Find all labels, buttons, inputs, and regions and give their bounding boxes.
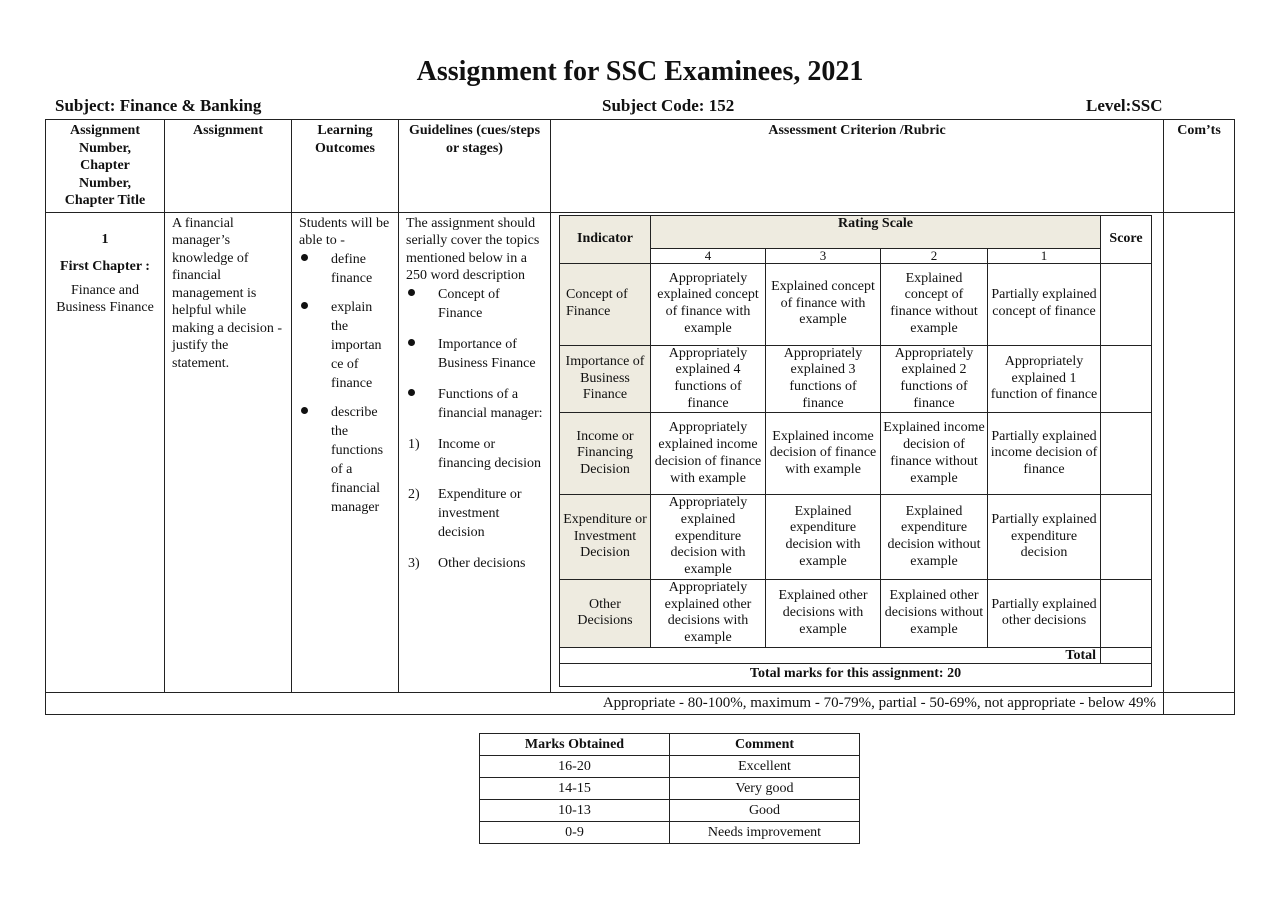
header-rubric: Assessment Criterion /Rubric bbox=[551, 120, 1164, 213]
rubric-cell-text: Explained other decisions with example bbox=[766, 579, 881, 647]
header-row bbox=[46, 120, 1235, 213]
list-item bbox=[406, 554, 543, 573]
list-item bbox=[406, 285, 543, 323]
score-cell bbox=[1101, 413, 1152, 495]
rubric-cell-text: Appropriately explained expenditure decision with example bbox=[651, 495, 766, 580]
table-row bbox=[480, 822, 860, 844]
indicator-label: Concept of Finance bbox=[560, 263, 651, 345]
subject-code-label: Subject Code: 152 bbox=[602, 96, 735, 115]
bullet-icon bbox=[301, 403, 308, 422]
grading-note: Appropriate - 80-100%, maximum - 70-79%, partial - 50-69%, not appropriate - below 49% bbox=[46, 692, 1164, 715]
assignment-text: A financial manager’s knowledge of financial management is helpful while making a decision - justify the statement. bbox=[172, 215, 283, 371]
assignment-row bbox=[46, 212, 1235, 692]
score-cell bbox=[1101, 579, 1152, 647]
outcome-text: explain the importan ce of finance bbox=[331, 299, 382, 391]
assignment-table bbox=[45, 119, 1235, 715]
score-header: Score bbox=[1101, 215, 1152, 263]
guideline-text: Concept of Finance bbox=[438, 286, 500, 321]
scale-2: 2 bbox=[881, 248, 988, 263]
scale-1: 1 bbox=[988, 248, 1101, 263]
rubric-cell-text: Explained concept of finance with example bbox=[766, 263, 881, 345]
chapter-title: Finance and Business Finance bbox=[56, 282, 154, 315]
indicator-label: Importance of Business Finance bbox=[560, 345, 651, 413]
list-item bbox=[406, 435, 543, 473]
rubric-cell-text: Appropriately explained 3 functions of finance bbox=[766, 345, 881, 413]
rubric-cell-text: Appropriately explained concept of finance with example bbox=[651, 263, 766, 345]
learning-outcomes-intro: Students will be able to - bbox=[299, 215, 390, 248]
subject-label: Subject: Finance & Banking bbox=[55, 96, 262, 115]
rubric-cell-text: Partially explained expenditure decision bbox=[988, 495, 1101, 580]
rubric-cell bbox=[551, 212, 1164, 692]
guideline-text: Expenditure or investment decision bbox=[438, 486, 522, 540]
indicator-label: Other Decisions bbox=[560, 579, 651, 647]
scale-4: 4 bbox=[651, 248, 766, 263]
table-row bbox=[560, 413, 1152, 495]
assignment-text-cell bbox=[165, 212, 292, 692]
rubric-cell-text: Partially explained income decision of finance bbox=[988, 413, 1101, 495]
rubric-cell-text: Explained expenditure decision with example bbox=[766, 495, 881, 580]
score-cell bbox=[1101, 495, 1152, 580]
comments-cell bbox=[1164, 212, 1235, 692]
table-row bbox=[480, 800, 860, 822]
marks-range: 10-13 bbox=[480, 800, 670, 822]
grades-table bbox=[479, 733, 860, 844]
page-title: Assignment for SSC Examinees, 2021 bbox=[416, 56, 864, 87]
total-marks-row bbox=[560, 663, 1152, 686]
outcome-text: describe the functions of a financial manager bbox=[331, 404, 384, 515]
rubric-cell-text: Explained other decisions without example bbox=[881, 579, 988, 647]
total-score-cell bbox=[1101, 647, 1152, 663]
guideline-text: Functions of a financial manager: bbox=[438, 386, 543, 421]
rubric-cell-text: Explained expenditure decision without example bbox=[881, 495, 988, 580]
marks-range: 0-9 bbox=[480, 822, 670, 844]
marks-obtained-header: Marks Obtained bbox=[480, 734, 670, 756]
rubric-cell-text: Appropriately explained income decision of finance with example bbox=[651, 413, 766, 495]
guidelines-bullets bbox=[406, 285, 543, 573]
learning-outcomes-cell bbox=[292, 212, 399, 692]
list-item bbox=[406, 485, 543, 542]
indicator-label: Expenditure or Investment Decision bbox=[560, 495, 651, 580]
guideline-text: Other decisions bbox=[438, 555, 526, 571]
scale-3: 3 bbox=[766, 248, 881, 263]
header-assignment: Assignment bbox=[165, 120, 292, 213]
table-row bbox=[560, 345, 1152, 413]
score-cell bbox=[1101, 345, 1152, 413]
guideline-text: Importance of Business Finance bbox=[438, 336, 536, 371]
learning-outcomes-list bbox=[299, 250, 391, 517]
rating-scale-header: Rating Scale bbox=[651, 215, 1101, 248]
chapter-number: First Chapter : bbox=[60, 259, 150, 274]
guidelines-intro: The assignment should serially cover the topics mentioned below in a 250 word description bbox=[406, 215, 540, 283]
footer-empty-cell bbox=[1164, 692, 1235, 715]
table-row bbox=[480, 756, 860, 778]
list-item bbox=[406, 335, 543, 373]
bullet-icon bbox=[408, 335, 415, 354]
outcome-text: define finance bbox=[331, 251, 373, 286]
rubric-table bbox=[559, 215, 1152, 687]
rubric-cell-text: Appropriately explained 1 function of finance bbox=[988, 345, 1101, 413]
list-number: 3) bbox=[408, 555, 420, 571]
bullet-icon bbox=[408, 285, 415, 304]
marks-range: 16-20 bbox=[480, 756, 670, 778]
table-row bbox=[480, 778, 860, 800]
table-row bbox=[560, 579, 1152, 647]
list-item bbox=[299, 403, 391, 517]
header-guidelines: Guidelines (cues/steps or stages) bbox=[399, 120, 551, 213]
assignment-number: 1 bbox=[101, 231, 109, 247]
rubric-cell-text: Partially explained other decisions bbox=[988, 579, 1101, 647]
rubric-cell-text: Explained concept of finance without example bbox=[881, 263, 988, 345]
total-marks-label: Total marks for this assignment: 20 bbox=[560, 663, 1152, 686]
level-label: Level:SSC bbox=[1086, 96, 1163, 115]
guidelines-cell bbox=[399, 212, 551, 692]
total-label: Total bbox=[560, 647, 1101, 663]
rubric-cell-text: Explained income decision of finance with example bbox=[766, 413, 881, 495]
table-row bbox=[560, 263, 1152, 345]
rubric-cell-text: Appropriately explained 4 functions of finance bbox=[651, 345, 766, 413]
rubric-header-row bbox=[560, 215, 1152, 248]
list-number: 1) bbox=[408, 436, 420, 452]
header-assignment-number: Assignment Number, Chapter Number, Chapter Title bbox=[46, 120, 165, 213]
rubric-cell-text: Partially explained concept of finance bbox=[988, 263, 1101, 345]
header-learning-outcomes: Learning Outcomes bbox=[292, 120, 399, 213]
list-item bbox=[299, 250, 391, 288]
rubric-cell-text: Appropriately explained other decisions with example bbox=[651, 579, 766, 647]
marks-range: 14-15 bbox=[480, 778, 670, 800]
list-item bbox=[299, 298, 391, 393]
grade-comment: Good bbox=[670, 800, 860, 822]
bullet-icon bbox=[301, 298, 308, 317]
bullet-icon bbox=[408, 385, 415, 404]
assignment-info-cell bbox=[46, 212, 165, 692]
score-cell bbox=[1101, 263, 1152, 345]
grades-header-row bbox=[480, 734, 860, 756]
grade-comment: Excellent bbox=[670, 756, 860, 778]
table-row bbox=[560, 495, 1152, 580]
indicator-header: Indicator bbox=[560, 215, 651, 263]
header-comments: Com’ts bbox=[1164, 120, 1235, 213]
grade-comment: Very good bbox=[670, 778, 860, 800]
grade-comment: Needs improvement bbox=[670, 822, 860, 844]
rubric-cell-text: Appropriately explained 2 functions of finance bbox=[881, 345, 988, 413]
list-item bbox=[406, 385, 543, 423]
list-number: 2) bbox=[408, 486, 420, 502]
total-row bbox=[560, 647, 1152, 663]
bullet-icon bbox=[301, 250, 308, 269]
indicator-label: Income or Financing Decision bbox=[560, 413, 651, 495]
guideline-text: Income or financing decision bbox=[438, 436, 542, 471]
rubric-cell-text: Explained income decision of finance without example bbox=[881, 413, 988, 495]
footer-row bbox=[46, 692, 1235, 715]
comment-header: Comment bbox=[670, 734, 860, 756]
